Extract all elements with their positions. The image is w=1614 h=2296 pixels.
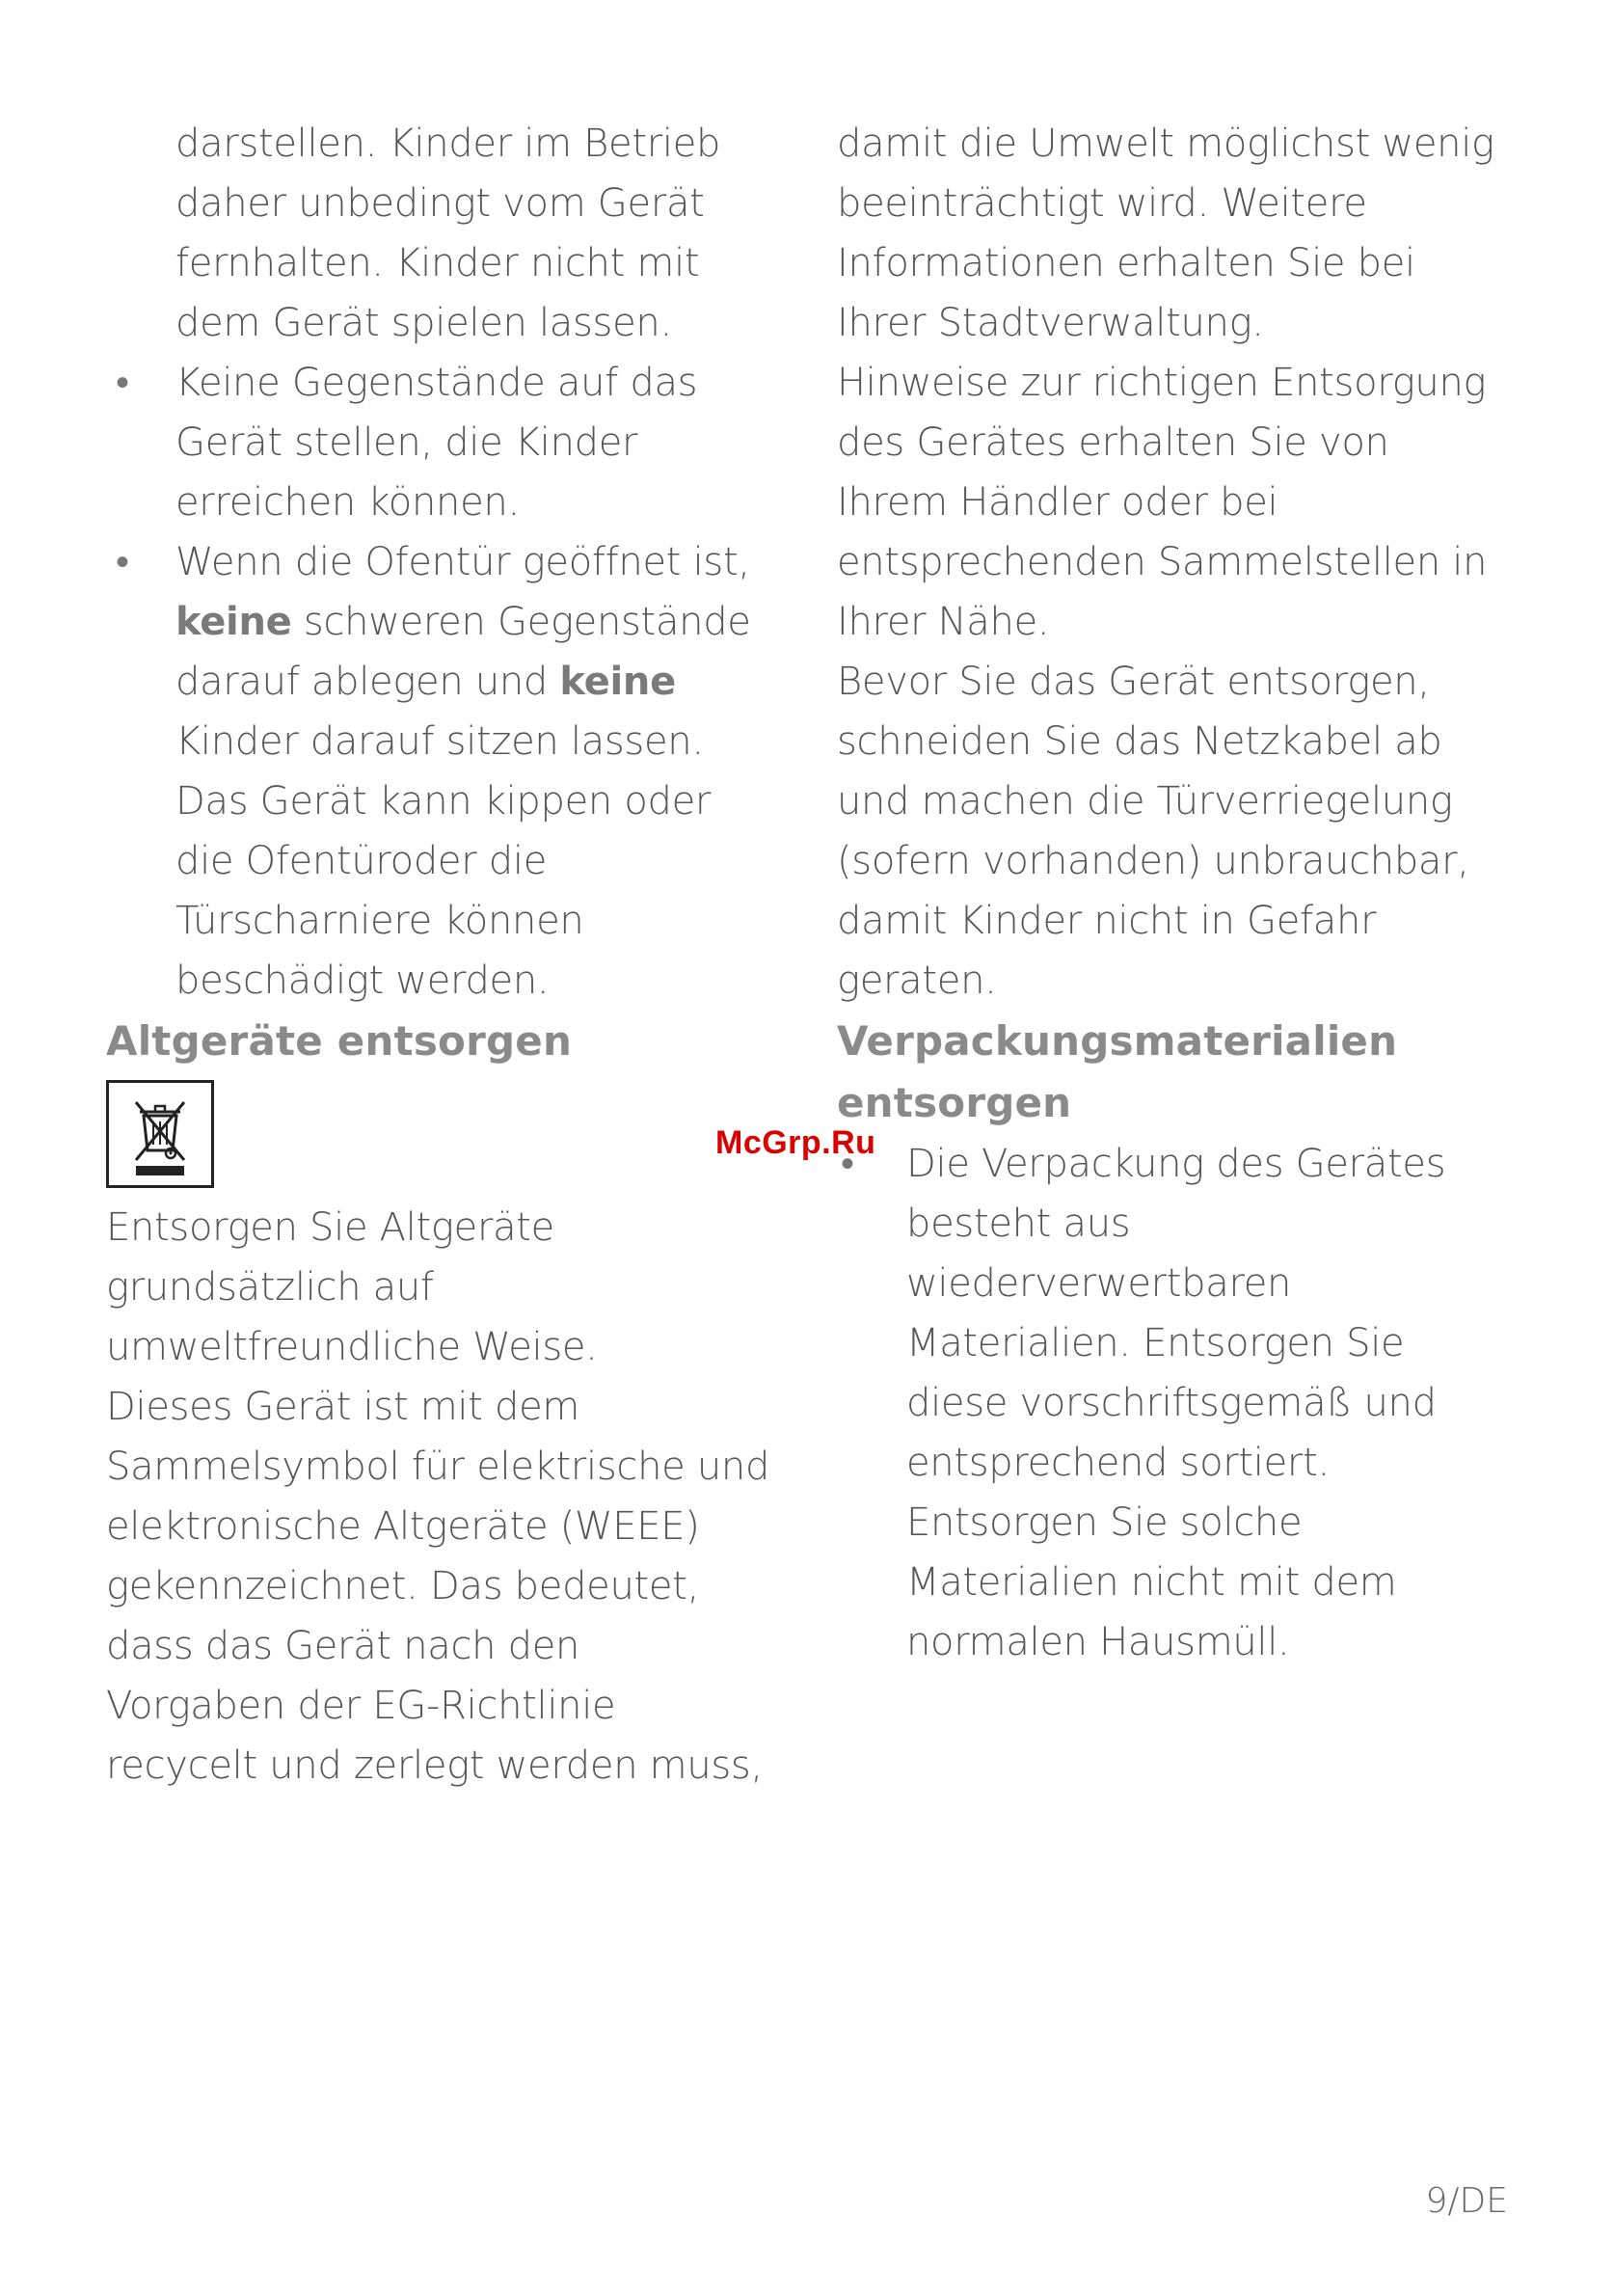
- text-line: schneiden Sie das Netzkabel ab: [837, 719, 1442, 764]
- text-line: Hinweise zur richtigen Entsorgung: [837, 361, 1487, 405]
- crossed-out-wheelie-bin-icon: [106, 1080, 214, 1188]
- text-line: Ihrer Stadtverwaltung.: [837, 301, 1264, 345]
- emphasis-text: keine: [559, 660, 676, 704]
- section-heading-verpackung: Verpackungsmaterialien: [837, 1017, 1398, 1065]
- text-line: Das Gerät kann kippen oder: [175, 779, 712, 824]
- text-line: dass das Gerät nach den: [106, 1624, 580, 1668]
- text-line: Dieses Gerät ist mit dem: [106, 1385, 580, 1429]
- text-line: beeinträchtigt wird. Weitere: [837, 181, 1367, 226]
- text-line: Entsorgen Sie solche: [906, 1500, 1303, 1545]
- text-line: entsprechenden Sammelstellen in: [837, 540, 1488, 584]
- text-line: dem Gerät spielen lassen.: [175, 301, 672, 345]
- bullet-item-line: • Keine Gegenstände auf das: [106, 353, 800, 413]
- text-line: damit Kinder nicht in Gefahr: [837, 899, 1377, 943]
- text-line: (sofern vorhanden) unbrauchbar,: [837, 839, 1469, 883]
- text-line: darstellen. Kinder im Betrieb: [175, 122, 721, 166]
- text-line: Vorgaben der EG-Richtlinie: [106, 1684, 616, 1728]
- text-line: umweltfreundliche Weise.: [106, 1325, 598, 1369]
- text-span: darauf ablegen und: [175, 660, 560, 704]
- text-line: normalen Hausmüll.: [906, 1620, 1290, 1664]
- bullet-item-line: • Wenn die Ofentür geöffnet ist,: [106, 532, 800, 592]
- text-line: Entsorgen Sie Altgeräte: [106, 1205, 554, 1250]
- page-number: 9/DE: [1425, 2181, 1508, 2221]
- text-line: geraten.: [837, 959, 997, 1003]
- text-line: diese vorschriftsgemäß und: [906, 1381, 1437, 1425]
- text-line: die Ofentüroder die: [175, 839, 548, 883]
- text-line: Materialien. Entsorgen Sie: [906, 1321, 1405, 1365]
- text-line: fernhalten. Kinder nicht mit: [175, 241, 700, 285]
- section-heading-verpackung-cont: entsorgen: [837, 1079, 1072, 1126]
- bullet-item-line: • Die Verpackung des Gerätes: [837, 1134, 1531, 1194]
- text-line: Türscharniere können: [175, 899, 584, 943]
- text-line: beschädigt werden.: [175, 959, 550, 1003]
- text-line: Kinder darauf sitzen lassen.: [175, 719, 704, 764]
- text-line: damit die Umwelt möglichst wenig: [837, 122, 1494, 166]
- text-line: Materialien nicht mit dem: [906, 1560, 1397, 1605]
- right-column: [837, 114, 1531, 1672]
- text-line: Bevor Sie das Gerät entsorgen,: [837, 660, 1430, 704]
- left-column: [106, 114, 800, 1796]
- text-line: Gerät stellen, die Kinder: [175, 420, 638, 465]
- text-line: Ihrem Händler oder bei: [837, 480, 1278, 525]
- text-line: [106, 652, 800, 712]
- text-span: schweren Gegenstände: [291, 600, 751, 644]
- text-line: Informationen erhalten Sie bei: [837, 241, 1415, 285]
- text-line: wiederverwertbaren: [906, 1261, 1292, 1306]
- text-line: besteht aus: [906, 1202, 1131, 1246]
- text-line: Sammelsymbol für elektrische und: [106, 1445, 770, 1489]
- text-line: elektronische Altgeräte (WEEE): [106, 1504, 700, 1549]
- text-line: Ihrer Nähe.: [837, 600, 1050, 644]
- text-line: grundsätzlich auf: [106, 1265, 434, 1310]
- section-heading-altgeraete: Altgeräte entsorgen: [106, 1017, 573, 1065]
- text-line: des Gerätes erhalten Sie von: [837, 420, 1389, 465]
- text-line: entsprechend sortiert.: [906, 1441, 1330, 1485]
- text-line: recycelt und zerlegt werden muss,: [106, 1743, 763, 1788]
- text-line: gekennzeichnet. Das bedeutet,: [106, 1564, 700, 1608]
- text-line: erreichen können.: [175, 480, 520, 525]
- emphasis-text: keine: [175, 600, 292, 644]
- text-line: [106, 592, 800, 652]
- watermark-text: McGrp.Ru: [715, 1124, 876, 1161]
- text-line: und machen die Türverriegelung: [837, 779, 1453, 824]
- text-line: daher unbedingt vom Gerät: [175, 181, 705, 226]
